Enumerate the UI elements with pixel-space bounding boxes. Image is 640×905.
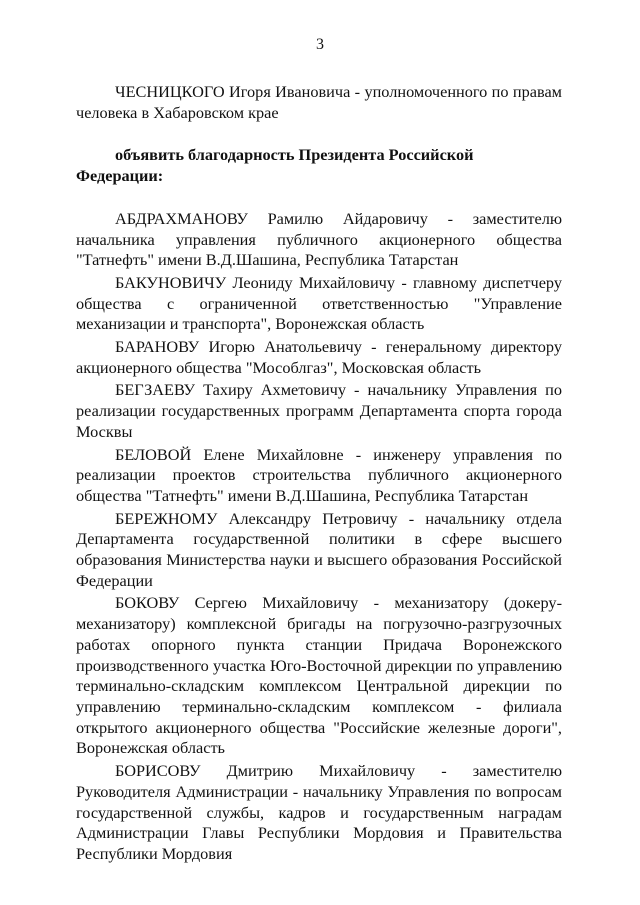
award-entry: БАКУНОВИЧУ Леониду Михайловичу - главному диспетчеру общества с ограниченной ответственностью "Управление механизации и транспорта", Воронежская область xyxy=(76,272,562,334)
award-entry: АБДРАХМАНОВУ Рамилю Айдаровичу - заместителю начальника управления публичного акционерного общества "Татнефть" имени В.Д.Шашина, Республика Татарстан xyxy=(76,208,562,270)
page-number: 3 xyxy=(316,36,324,53)
award-entry: БЕГЗАЕВУ Тахиру Ахметовичу - начальнику Управления по реализации государственных программ Департамента спорта города Москвы xyxy=(76,380,562,441)
section-heading: объявить благодарность Президента Российской Федерации: xyxy=(76,145,474,186)
document-body xyxy=(76,82,562,865)
intro-paragraph: ЧЕСНИЦКОГО Игоря Ивановича - уполномоченного по правам человека в Хабаровском крае xyxy=(76,82,562,122)
award-entry: БАРАНОВУ Игорю Анатольевичу - генеральному директору акционерного общества "Мособлгаз", Московская область xyxy=(76,337,562,377)
award-entry: БЕРЕЖНОМУ Александру Петровичу - начальнику отдела Департамента государственной политики в сфере высшего образования Министерства науки и высшего образования Российской Федерации xyxy=(76,508,562,590)
award-entry: БОКОВУ Сергею Михайловичу - механизатору (докеру-механизатору) комплексной бригады на погрузочно-разгрузочных работах опорного пункта станции Придача Воронежского производственного участка Юго-Восточной дирекции по управлению терминально-складским комплексом Центральной дирекции по управлению терминально-складским комплексом - филиала открытого акционерного общества "Российские железные дороги", Воронежская область xyxy=(76,593,562,758)
award-entry: БОРИСОВУ Дмитрию Михайловичу - заместителю Руководителя Администрации - начальнику Управления по вопросам государственной службы, кадров и государственным наградам Администрации Главы Республики Мордовия и Правительства Республики Мордовия xyxy=(76,761,562,863)
award-entry: БЕЛОВОЙ Елене Михайловне - инженеру управления по реализации проектов строительства публичного акционерного общества "Татнефть" имени В.Д.Шашина, Республика Татарстан xyxy=(76,444,562,505)
